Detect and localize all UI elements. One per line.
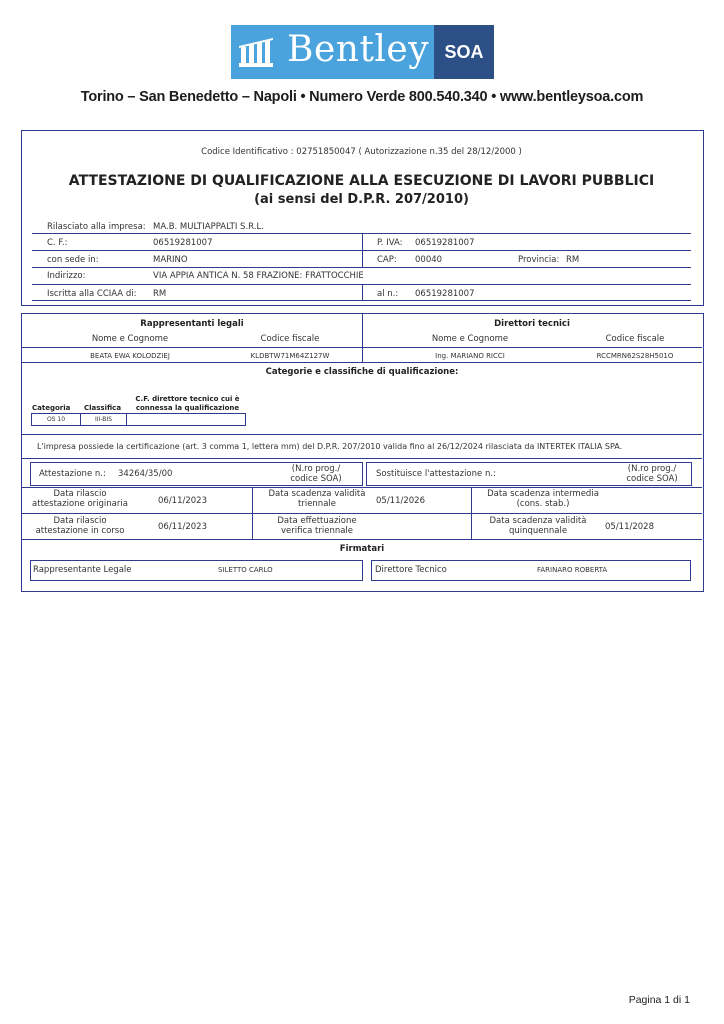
rilascio-corso-label: Data rilascio attestazione in corso <box>35 516 125 536</box>
firmatari-title: Firmatari <box>339 544 385 554</box>
cciaa-value: RM <box>153 289 167 299</box>
dir-col-nome: Nome e Cognome <box>431 334 509 344</box>
piva-value: 06519281007 <box>415 238 475 248</box>
rapp-nome: BEATA EWA KOLODZIEJ <box>90 352 170 360</box>
divider <box>362 284 363 300</box>
classifica-value: III-BIS <box>95 416 112 423</box>
rapp-cf: KLDBTW71M64Z127W <box>250 352 330 360</box>
sostituisce-nro-prog: (N.ro prog./ codice SOA) <box>626 464 678 484</box>
rappresentante-legale-label: Rappresentante Legale <box>33 565 132 575</box>
building-icon <box>239 37 273 67</box>
direttore-tecnico-label: Direttore Tecnico <box>375 565 447 575</box>
categorie-title: Categorie e classifiche di qualificazione: <box>265 367 459 377</box>
verifica-triennale-label: Data effettuazione verifica triennale <box>277 516 357 536</box>
rilascio-corso-value: 06/11/2023 <box>158 522 207 532</box>
document-title: ATTESTAZIONE DI QUALIFICAZIONE ALLA ESECUZIONE DI LAVORI PUBBLICI <box>68 173 655 189</box>
page-number: Pagina 1 di 1 <box>628 994 690 1006</box>
sostituisce-label: Sostituisce l'attestazione n.: <box>376 469 496 479</box>
rilasciato-label: Rilasciato alla impresa: <box>47 222 146 232</box>
divider <box>22 347 702 348</box>
rilascio-originaria-label: Data rilascio attestazione originaria <box>32 489 128 509</box>
certificazione-text: L'impresa possiede la certificazione (art. 3 comma 1, lettera mm) del D.P.R. 207/2010 valida fino al 26/12/2024 rilasciata da INTERTEK ITALIA SPA. <box>37 442 623 451</box>
direttore-tecnico-value: FARINARO ROBERTA <box>537 566 608 574</box>
rappresentanti-title: Rappresentanti legali <box>140 319 244 329</box>
provincia-value: RM <box>566 255 580 265</box>
divider <box>22 458 702 459</box>
cf-value: 06519281007 <box>153 238 213 248</box>
divider <box>22 487 702 488</box>
header-tagline: Torino – San Benedetto – Napoli • Numero Verde 800.540.340 • www.bentleysoa.com <box>80 89 644 105</box>
codice-identificativo: Codice Identificativo : 02751850047 ( Autorizzazione n.35 del 28/12/2000 ) <box>201 147 522 157</box>
rapp-col-nome: Nome e Cognome <box>91 334 169 344</box>
scadenza-triennale-value: 05/11/2026 <box>376 496 425 506</box>
sede-label: con sede in: <box>47 255 99 265</box>
logo-left-panel <box>231 25 434 79</box>
divider <box>32 267 691 268</box>
divider <box>22 513 702 514</box>
cf-label: C. F.: <box>47 238 68 248</box>
document-subtitle: (ai sensi del D.P.R. 207/2010) <box>254 192 469 207</box>
rilascio-originaria-value: 06/11/2023 <box>158 496 207 506</box>
rapp-col-cf: Codice fiscale <box>260 334 320 344</box>
categorie-col-categoria: Categoria <box>32 404 71 412</box>
divider <box>362 250 363 267</box>
attestazione-nro-prog: (N.ro prog./ codice SOA) <box>290 464 342 484</box>
divider <box>22 362 702 363</box>
logo-soa: SOA <box>444 41 484 62</box>
divider <box>22 434 702 435</box>
categoria-value: OS 10 <box>46 416 66 423</box>
logo-right-panel <box>434 25 494 79</box>
categoria-cell <box>31 413 81 426</box>
divider <box>362 233 363 250</box>
dir-nome: Ing. MARIANO RICCI <box>435 352 505 360</box>
al-n-label: al n.: <box>377 289 399 299</box>
cciaa-label: Iscritta alla CCIAA di: <box>47 289 137 299</box>
direttori-title: Direttori tecnici <box>494 319 570 329</box>
scadenza-quinquennale-label: Data scadenza validità quinquennale <box>489 516 587 536</box>
cap-label: CAP: <box>377 255 397 265</box>
cap-value: 00040 <box>415 255 443 265</box>
sede-value: MARINO <box>153 255 188 265</box>
bentley-soa-logo <box>231 25 494 79</box>
rilasciato-value: MA.B. MULTIAPPALTI S.R.L. <box>153 222 264 232</box>
divider <box>22 539 702 540</box>
divider <box>32 300 691 301</box>
provincia-label: Provincia: <box>518 255 560 265</box>
categorie-col-classifica: Classifica <box>84 404 122 412</box>
scadenza-triennale-label: Data scadenza validità triennale <box>268 489 366 509</box>
attestazione-numero-value: 34264/35/00 <box>118 469 173 479</box>
logo-name: Bentley <box>287 29 430 70</box>
classifica-cell <box>80 413 127 426</box>
dir-cf: RCCMRN62S28H501O <box>596 352 674 360</box>
dir-col-cf: Codice fiscale <box>605 334 665 344</box>
indirizzo-value: VIA APPIA ANTICA N. 58 FRAZIONE: FRATTOCCHIE <box>153 271 364 281</box>
cf-direttore-cell <box>126 413 246 426</box>
indirizzo-label: Indirizzo: <box>47 271 86 281</box>
scadenza-intermedia-label: Data scadenza intermedia (cons. stab.) <box>487 489 599 509</box>
piva-label: P. IVA: <box>377 238 403 248</box>
scadenza-quinquennale-value: 05/11/2028 <box>605 522 654 532</box>
attestazione-numero-label: Attestazione n.: <box>39 469 106 479</box>
categorie-col-cf-direttore: C.F. direttore tecnico cui è connessa la qualificazione <box>135 395 240 412</box>
rappresentante-legale-value: SILETTO CARLO <box>218 566 273 574</box>
al-n-value: 06519281007 <box>415 289 475 299</box>
